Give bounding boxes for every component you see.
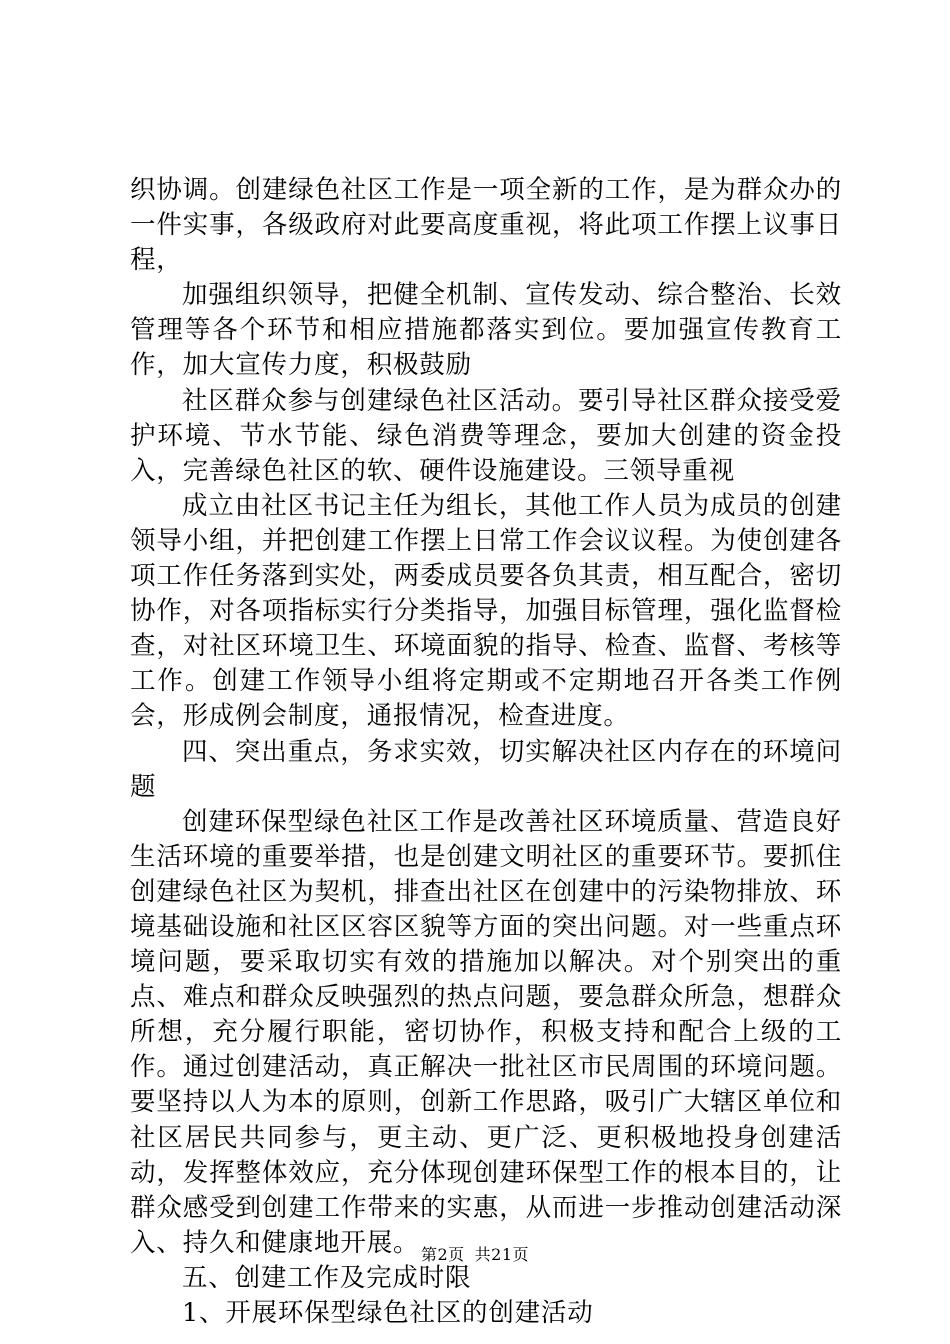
page-total: 共21页 <box>474 1245 530 1264</box>
page-number: 第2页 <box>420 1245 465 1264</box>
section-heading-4: 四、突出重点，务求实效，切实解决社区内存在的环境问题 <box>130 736 842 802</box>
paragraph-3: 社区群众参与创建绿色社区活动。要引导社区群众接受爱护环境、节水节能、绿色消费等理念，要加大创建的资金投入，完善绿色社区的软、硬件设施建设。三领导重视 <box>130 385 842 486</box>
paragraph-4: 成立由社区书记主任为组长，其他工作人员为成员的创建领导小组，并把创建工作摆上日常工作会议议程。为使创建各项工作任务落到实处，两委成员要各负其责，相互配合，密切协作，对各项指标实行分类指导，加强目标管理，强化监督检查，对社区环境卫生、环境面貌的指导、检查、监督、考核等工作。创建工作领导小组将定期或不定期地召开各类工作例会，形成例会制度，通报情况，检查进度。 <box>130 490 842 732</box>
paragraph-1: 织协调。创建绿色社区工作是一项全新的工作，是为群众办的一件实事，各级政府对此要高度重视，将此项工作摆上议事日程， <box>130 175 842 276</box>
document-body <box>130 173 842 1331</box>
page-footer <box>0 1242 950 1265</box>
section-heading-5: 五、创建工作及完成时限 <box>182 1262 472 1293</box>
paragraph-5: 创建环保型绿色社区工作是改善社区环境质量、营造良好生活环境的重要举措，也是创建文明社区的重要环节。要抓住创建绿色社区为契机，排查出社区在创建中的污染物排放、环境基础设施和社区区容区貌等方面的突出问题。对一些重点环境问题，要采取切实有效的措施加以解决。对个别突出的重点、难点和群众反映强烈的热点问题，要急群众所急，想群众所想，充分履行职能，密切协作，积极支持和配合上级的工作。通过创建活动，真正解决一批社区市民周围的环境问题。要坚持以人为本的原则，创新工作思路，吸引广大辖区单位和社区居民共同参与，更主动、更广泛、更积极地投身创建活动，发挥整体效应，充分体现创建环保型工作的根本目的，让群众感受到创建工作带来的实惠，从而进一步推动创建活动深入、持久和健康地开展。 <box>130 806 842 1258</box>
list-item-1: 1、开展环保型绿色社区的创建活动 <box>182 1298 594 1328</box>
paragraph-2: 加强组织领导，把健全机制、宣传发动、综合整治、长效管理等各个环节和相应措施都落实到位。要加强宣传教育工作，加大宣传力度，积极鼓励 <box>130 280 842 381</box>
